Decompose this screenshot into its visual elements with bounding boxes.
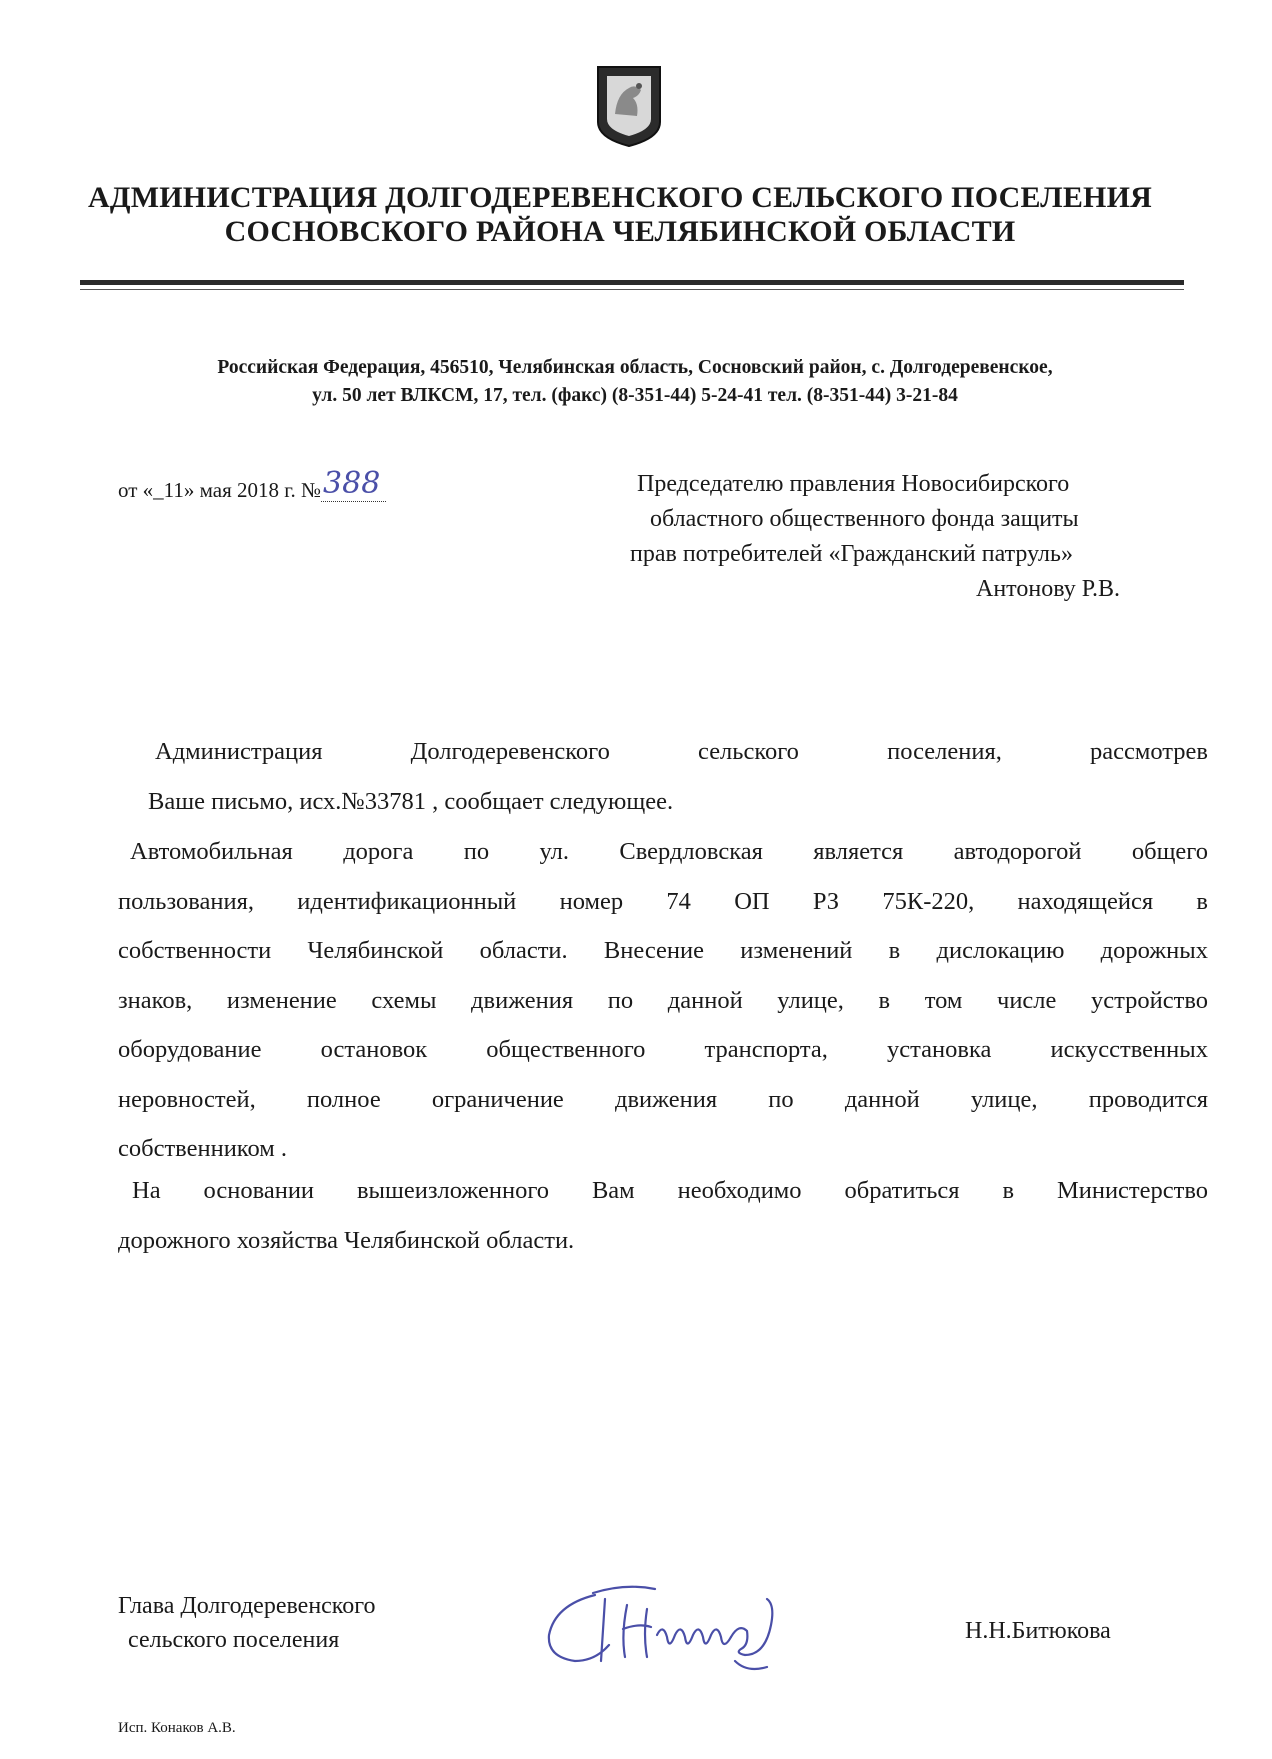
body-paragraph2-line: Автомобильная дорога по ул. Свердловская является автодорогой общего	[130, 838, 1208, 865]
body-paragraph2-line: оборудование остановок общественного транспорта, установка искусственных	[118, 1036, 1208, 1063]
recipient-line3: прав потребителей «Гражданский патруль»	[630, 541, 1073, 567]
body-paragraph2-line: неровностей, полное ограничение движения по данной улице, проводится	[118, 1085, 1208, 1113]
body-paragraph3-line2: дорожного хозяйства Челябинской области.	[118, 1226, 575, 1254]
body-paragraph2	[118, 827, 1208, 1174]
body-paragraph3	[118, 1166, 1208, 1265]
recipient-line4: Антонову Р.В.	[976, 576, 1121, 602]
header-divider-thick	[80, 280, 1184, 285]
recipient-line1: Председателю правления Новосибирского	[637, 471, 1070, 497]
address-line2: ул. 50 лет ВЛКСМ, 17, тел. (факс) (8-351-44) 5-24-41 тел. (8-351-44) 3-21-84	[312, 385, 958, 406]
organization-title-line2: СОСНОВСКОГО РАЙОНА ЧЕЛЯБИНСКОЙ ОБЛАСТИ	[224, 215, 1016, 248]
body-paragraph2-line: знаков, изменение схемы движения по данной улице, в том числе устройство	[118, 986, 1208, 1014]
body-paragraph2-line: собственности Челябинской области. Внесение изменений в дислокацию дорожных	[118, 937, 1208, 964]
signatory-position-line1: Глава Долгодеревенского	[118, 1593, 376, 1619]
body-paragraph1-line1: Администрация Долгодеревенского сельского поселения, рассмотрев	[155, 738, 1208, 765]
recipient-line2: областного общественного фонда защиты	[650, 506, 1079, 532]
body-paragraph2-last-line: собственником .	[118, 1135, 287, 1162]
executor-note: Исп. Конаков А.В.	[118, 1720, 236, 1736]
handwritten-signature	[535, 1565, 835, 1695]
header-divider-thin	[80, 289, 1184, 290]
date-prefix: от «_11» мая 2018 г. №	[118, 478, 322, 502]
letter-date-number	[118, 466, 386, 506]
signatory-position-line2: сельского поселения	[128, 1627, 340, 1653]
body-paragraph3-line1: На основании вышеизложенного Вам необходимо обратиться в Министерство	[132, 1177, 1208, 1204]
signatory-name: Н.Н.Битюкова	[965, 1618, 1111, 1644]
body-paragraph1-line2: Ваше письмо, исх.№33781 , сообщает следующее.	[148, 788, 674, 815]
address-line1: Российская Федерация, 456510, Челябинская область, Сосновский район, с. Долгодеревенское,	[217, 357, 1053, 378]
handwritten-letter-number: 388	[321, 466, 386, 502]
coat-of-arms-icon	[595, 64, 663, 148]
organization-title-line1: АДМИНИСТРАЦИЯ ДОЛГОДЕРЕВЕНСКОГО СЕЛЬСКОГО ПОСЕЛЕНИЯ	[88, 181, 1152, 214]
body-paragraph2-line: пользования, идентификационный номер 74 ОП РЗ 75К-220, находящейся в	[118, 887, 1208, 915]
